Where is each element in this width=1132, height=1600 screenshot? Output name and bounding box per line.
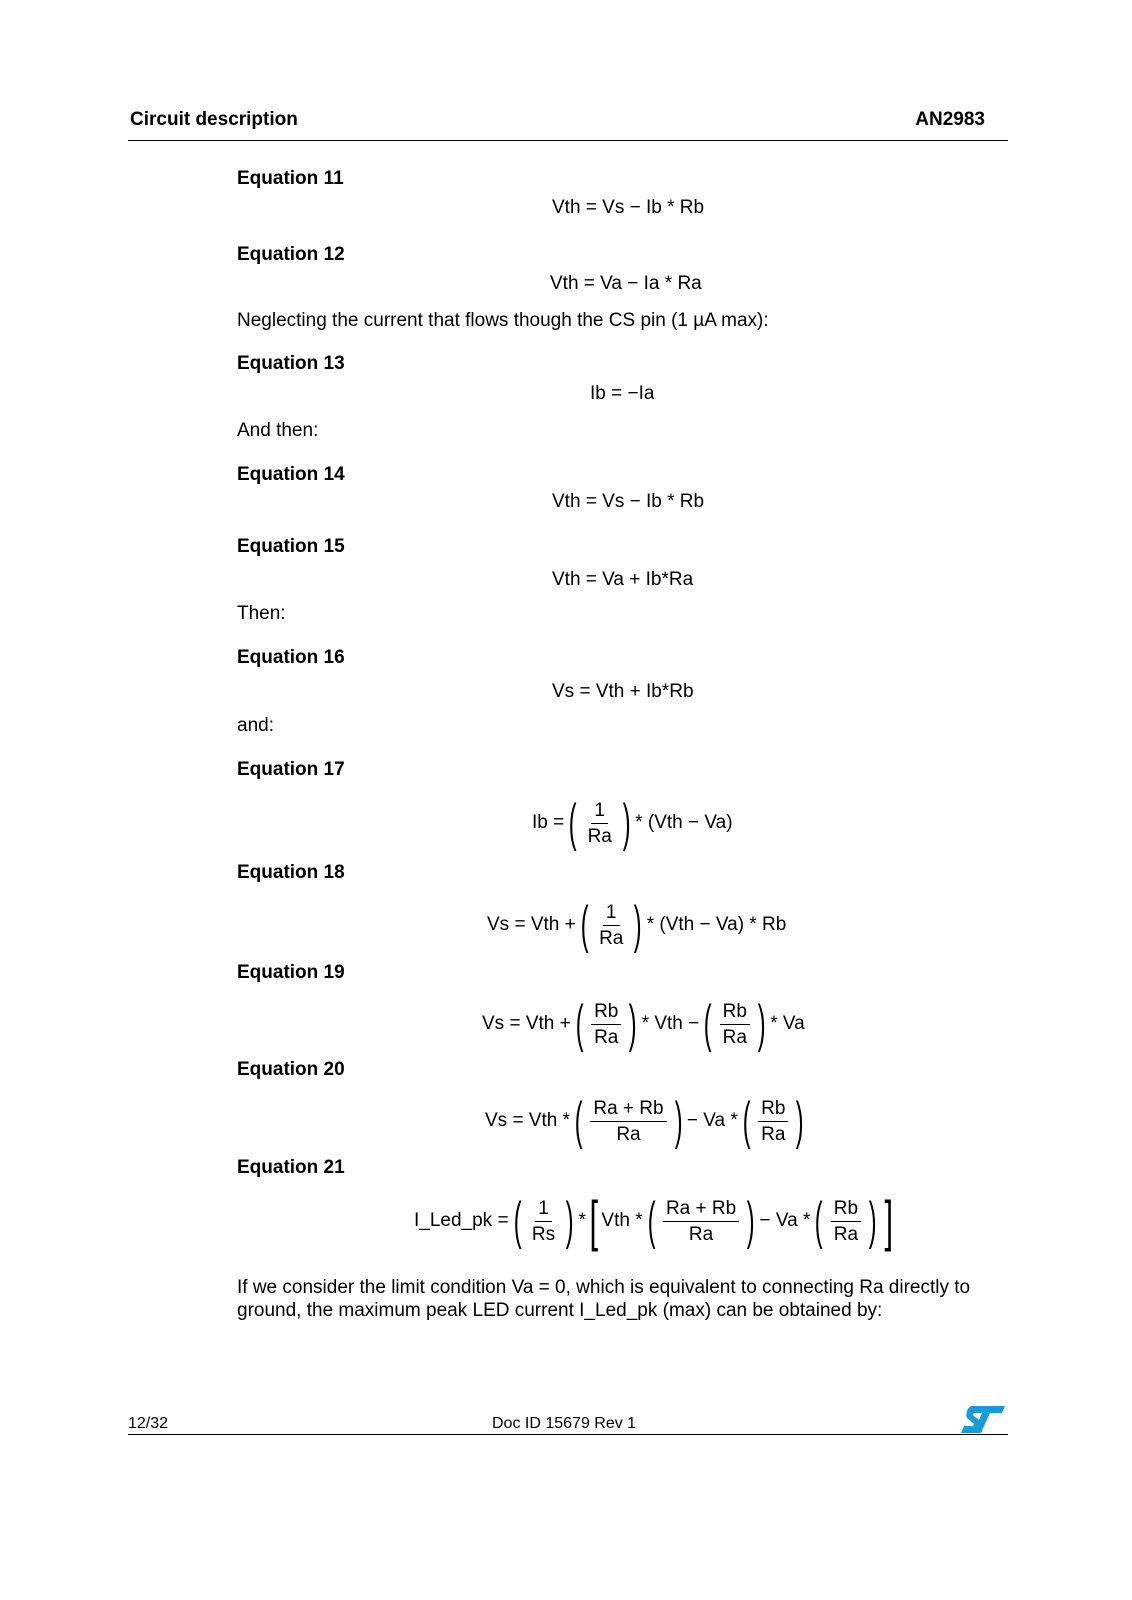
eq21-numerator-1: Ra + Rb xyxy=(663,1197,739,1222)
equation-18-label: Equation 18 xyxy=(237,862,345,883)
document-code: AN2983 xyxy=(915,109,985,130)
eq21-fraction-2 xyxy=(831,1197,861,1246)
equation-15-label: Equation 15 xyxy=(237,536,345,557)
eq20-denominator-1: Ra xyxy=(616,1123,641,1145)
eq17-denominator: Ra xyxy=(587,825,612,847)
eq17-rhs: * (Vth − Va) xyxy=(635,812,733,833)
left-paren: ( xyxy=(575,995,584,1053)
and-then-text: And then: xyxy=(237,420,319,441)
left-paren: ( xyxy=(580,896,589,954)
left-paren: ( xyxy=(568,794,577,852)
right-paren: ) xyxy=(622,794,631,852)
equation-21-label: Equation 21 xyxy=(237,1157,345,1178)
right-paren: ) xyxy=(746,1192,755,1250)
eq17-fraction xyxy=(585,799,615,848)
equation-14-label: Equation 14 xyxy=(237,464,345,485)
equation-12-label: Equation 12 xyxy=(237,244,345,265)
left-paren: ( xyxy=(647,1192,656,1250)
eq21-denominator-2: Ra xyxy=(833,1223,859,1245)
equation-18 xyxy=(487,896,787,954)
neglecting-text: Neglecting the current that flows though the CS pin (1 µA max): xyxy=(237,310,769,331)
eq18-fraction xyxy=(596,901,626,950)
eq20-lhs: Vs = Vth * xyxy=(485,1110,571,1131)
limit-paragraph: If we consider the limit condition Va = 0, which is equivalent to connecting Ra directly to ground, the maximum peak LED current I_Led_pk (max) can be obtained by: xyxy=(237,1277,971,1321)
eq20-fraction-1 xyxy=(590,1097,666,1146)
section-title: Circuit description xyxy=(130,109,298,130)
eq20-fraction-2 xyxy=(758,1097,788,1146)
eq19-fraction-1 xyxy=(591,1000,621,1049)
doc-id: Doc ID 15679 Rev 1 xyxy=(492,1415,637,1432)
eq18-numerator: 1 xyxy=(603,901,620,926)
left-paren: ( xyxy=(742,1092,751,1150)
right-paren: ) xyxy=(629,995,637,1053)
eq21-numerator-2: Rb xyxy=(831,1197,861,1222)
equation-20-label: Equation 20 xyxy=(237,1059,345,1080)
equation-16-label: Equation 16 xyxy=(237,647,345,668)
eq19-rhs: * Va xyxy=(770,1013,805,1034)
equation-15: Vth = Va + Ib*Ra xyxy=(552,569,694,590)
equation-13-label: Equation 13 xyxy=(237,353,345,374)
equation-19 xyxy=(482,995,805,1053)
eq17-numerator: 1 xyxy=(591,799,608,824)
eq21-denominator-1: Ra xyxy=(688,1223,714,1245)
eq21-lhs: I_Led_pk = xyxy=(414,1210,509,1231)
equation-14: Vth = Vs − Ib * Rb xyxy=(552,491,705,512)
equation-19-label: Equation 19 xyxy=(237,962,345,983)
eq17-lhs: Ib = xyxy=(532,812,565,833)
eq21-fraction-1 xyxy=(663,1197,739,1246)
eq20-numerator-1: Ra + Rb xyxy=(590,1097,666,1122)
eq19-fraction-2 xyxy=(720,1000,750,1049)
eq21-a: Vth * xyxy=(601,1210,643,1231)
equation-17 xyxy=(532,794,733,852)
eq19-mid: * Vth − xyxy=(641,1013,700,1034)
equation-11-label: Equation 11 xyxy=(237,168,344,189)
then-text: Then: xyxy=(237,603,286,624)
eq18-lhs: Vs = Vth + xyxy=(487,914,576,935)
left-paren: ( xyxy=(815,1192,823,1250)
right-paren: ) xyxy=(868,1192,877,1250)
eq21-fraction-0 xyxy=(529,1197,558,1246)
eq20-denominator-2: Ra xyxy=(761,1123,786,1145)
right-paren: ) xyxy=(634,896,642,954)
right-paren: ) xyxy=(757,995,766,1053)
and-text: and: xyxy=(237,715,274,736)
footer-rule xyxy=(128,1434,1008,1435)
left-paren: ( xyxy=(513,1192,522,1250)
eq19-numerator-1: Rb xyxy=(591,1000,621,1025)
page-number: 12/32 xyxy=(128,1415,169,1432)
equation-11: Vth = Vs − Ib * Rb xyxy=(552,197,705,218)
left-bracket: [ xyxy=(589,1189,598,1252)
right-paren: ) xyxy=(565,1192,574,1250)
right-paren: ) xyxy=(796,1092,805,1150)
eq21-mid: − Va * xyxy=(759,1210,811,1231)
equation-17-label: Equation 17 xyxy=(237,759,345,780)
eq18-denominator: Ra xyxy=(599,927,624,949)
eq19-numerator-2: Rb xyxy=(720,1000,750,1025)
equation-12: Vth = Va − Ia * Ra xyxy=(550,273,702,294)
eq21-denominator-0: Rs xyxy=(531,1223,556,1245)
eq18-rhs: * (Vth − Va) * Rb xyxy=(646,914,787,935)
eq20-numerator-2: Rb xyxy=(758,1097,788,1122)
left-paren: ( xyxy=(574,1092,583,1150)
right-paren: ) xyxy=(674,1092,683,1150)
equation-13: Ib = −Ia xyxy=(590,383,655,404)
eq20-mid: − Va * xyxy=(686,1110,738,1131)
equation-21 xyxy=(414,1189,897,1252)
eq19-denominator-2: Ra xyxy=(722,1026,747,1048)
eq19-denominator-1: Ra xyxy=(594,1026,619,1048)
right-bracket: ] xyxy=(884,1189,894,1252)
equation-16: Vs = Vth + Ib*Rb xyxy=(552,681,694,702)
header-rule xyxy=(128,140,1008,141)
eq19-lhs: Vs = Vth + xyxy=(482,1013,571,1034)
eq21-numerator-0: 1 xyxy=(535,1197,552,1222)
eq21-star: * xyxy=(578,1210,586,1231)
equation-20 xyxy=(485,1092,809,1150)
left-paren: ( xyxy=(704,995,712,1053)
